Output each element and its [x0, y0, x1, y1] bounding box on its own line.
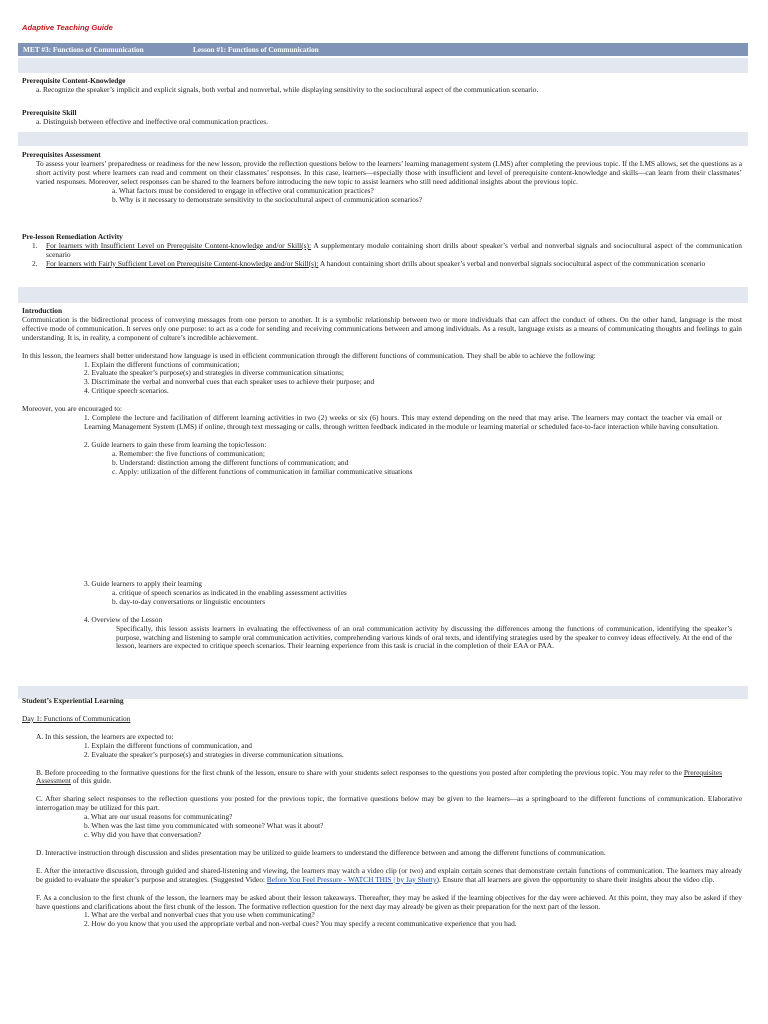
list-item: 2. Evaluate the speaker’s purpose(s) and strategies in diverse communication situations. — [84, 749, 344, 759]
item-text: of this guide. — [70, 776, 112, 786]
experiential-section — [22, 697, 742, 929]
section-band — [18, 58, 748, 73]
prereq-content-section — [22, 77, 742, 95]
introduction-continued — [22, 580, 742, 651]
suggested-video-link[interactable]: Before You Feel Pressure - WATCH THIS | by Jay Shetty — [266, 874, 437, 884]
list-item: a. Remember: the five functions of communication; — [112, 448, 265, 458]
paragraph: To assess your learners’ preparedness or readiness for the new lesson, provide the reflection questions below to the learners’ learning management system (LMS) after completing the previous topic. If the LMS allows, set the questions as a short activity post where learners can read and comment on their classmates’ responses. In this case, learners—especially those with insufficient and level of prerequisite content-knowledge and skills—can learn from their classmates’ varied responses. Moreover, select responses can be shared to the learners before introducing the new topic to assist learners who still need additional insights about the previous topic. — [36, 158, 742, 186]
list-item: a. Distinguish between effective and ineffective oral communication practices. — [36, 116, 269, 126]
section-heading: Prerequisite Skill — [22, 108, 77, 117]
list-item: 1. What are the verbal and nonverbal cues that you use when communicating? — [84, 910, 315, 920]
section-heading: Student’s Experiential Learning — [22, 696, 124, 705]
list-item: b. day-to-day conversations or linguistic encounters — [112, 596, 266, 606]
list-item — [22, 867, 742, 885]
list-item: b. When was the last time you communicated with someone? What was it about? — [84, 821, 324, 831]
guide-title: Adaptive Teaching Guide — [22, 23, 113, 32]
list-item: 2. Guide learners to gain these from learning the topic/lesson: — [84, 439, 267, 449]
day-heading: Day 1: Functions of Communication — [22, 713, 131, 723]
list-item: a. What are our usual reasons for communicating? — [84, 812, 233, 822]
introduction-section — [22, 307, 742, 477]
item-label: For learners with Insufficient Level on Prerequisite Content-knowledge and/or Skill(s): — [46, 240, 312, 250]
list-item: 2. How do you know that you used the appropriate verbal and non-verbal cues? You may specify a recent communicative experience that you had. — [84, 919, 517, 929]
lesson-header-bar — [18, 43, 748, 56]
item-text: B. Before proceeding to the formative questions for the first chunk of the lesson, ensure to share with your students select responses to the questions you posted after completing the previous topic. You may refer to the — [36, 767, 684, 777]
paragraph: Communication is the bidirectional process of conveying messages from one person to another. It is a symbolic relationship between two or more individuals that can affect the conduct of others. On the other hand, language is the most effective mode of communication. It serves only one purpose: to act as a code for sending and receiving communications between and among individuals. As a result, language exists as a means of communicating thoughts and feelings to gain understanding. It is, in reality, a component of culture’s incredible achievement. — [22, 314, 742, 342]
paragraph: Moreover, you are encouraged to: — [22, 404, 123, 414]
item-text: A supplementary module containing short drills about speaker’s verbal and nonverbal signals and sociocultural aspect of the communication scenario — [46, 240, 742, 259]
list-item: A. In this session, the learners are expected to: — [36, 731, 174, 741]
list-item: c. Why did you have that conversation? — [84, 829, 202, 839]
list-item: C. After sharing select responses to the reflection questions you posted for the previous topic, the formative questions below may be given to the learners—as a springboard to the different functions of communication. Elaborative interrogation may be utilized for this part. — [36, 794, 742, 813]
list-item: b. Understand: distinction among the different functions of communication; and — [112, 457, 349, 467]
list-item: D. Interactive instruction through discussion and slides presentation may be utilized to guide learners to understand the difference between and among the different functions of communication. — [36, 847, 606, 857]
item-number: 2. — [32, 258, 38, 268]
met-title: MET #3: Functions of Communication — [23, 45, 144, 54]
list-item: 3. Guide learners to apply their learning — [84, 579, 203, 588]
item-label: For learners with Fairly Sufficient Level on Prerequisite Content-knowledge and/or Skill(s): — [46, 258, 319, 268]
section-heading: Introduction — [22, 306, 63, 315]
remediation-section — [22, 233, 742, 269]
list-item: F. As a conclusion to the first chunk of the lesson, the learners may be asked about their lesson takeaways. Thereafter, they may be asked if the learning objectives for the day were achieved. At this point, they may also be asked if they have questions and clarifications about the first chunk of the lesson. The formative reflection question for the next day may already be given as their preparation for the next part of the lesson. — [36, 892, 742, 911]
sub-list — [22, 813, 742, 840]
sub-list — [22, 589, 742, 607]
prereq-assessment-link[interactable]: Prerequisites Assessment — [36, 767, 722, 786]
section-band — [18, 287, 748, 303]
list-item — [22, 242, 742, 260]
prereq-skill-section — [22, 109, 742, 127]
lesson-title: Lesson #1: Functions of Communication — [193, 45, 319, 54]
section-heading: Prerequisite Content-Knowledge — [22, 76, 126, 85]
sub-list — [22, 911, 742, 929]
sub-list — [22, 450, 742, 477]
list-item: a. Recognize the speaker’s implicit and explicit signals, both verbal and nonverbal, while displaying sensitivity to the sociocultural aspect of the communication scenario. — [36, 84, 539, 94]
list-item: 2. Evaluate the speaker’s purpose(s) and strategies in diverse communication situations; — [84, 368, 344, 378]
section-heading: Prerequisites Assessment — [22, 150, 101, 159]
list-item: 1. Complete the lecture and facilitation of different learning activities in two (2) weeks or six (6) hours. This may extend depending on the need that may arise. The learners may contact the teacher via email or Learning Management System (LMS) if online, through text messaging or calls, through written feedback indicated in the module or learning material or scheduled face-to-face interaction while having consultation. — [84, 413, 722, 431]
list-item — [22, 260, 742, 269]
list-item: b. Why is it necessary to demonstrate sensitivity to the sociocultural aspect of communication scenarios? — [112, 194, 422, 204]
list-item: a. What factors must be considered to engage in effective oral communication practices? — [112, 185, 374, 195]
paragraph: Specifically, this lesson assists learners in evaluating the effectiveness of an oral communication activity by discussing the differences among the functions of communication, identifying the speaker’s purpose, watching and listening to sample oral communication activities, comprehending various kinds of oral texts, and identifying strategies used by the speaker to convey ideas effectively. At the end of the lesson, learners are expected to critique speech scenarios. Their learning experience from this task is crucial in the completion of their EAA or PAA. — [116, 623, 732, 651]
sub-list — [22, 742, 742, 760]
item-text: ). Ensure that all learners are given the opportunity to share their insights about the video clip. — [436, 874, 715, 884]
section-heading: Pre-lesson Remediation Activity — [22, 232, 123, 241]
list-item: c. Apply: utilization of the different functions of communication in familiar communicative situations — [112, 466, 413, 476]
item-number: 1. — [32, 240, 38, 250]
list-item: 1. Explain the different functions of communication; — [84, 359, 240, 369]
item-text: A handout containing short drills about speaker’s verbal and nonverbal signals sociocultural aspect of the communication scenario — [318, 258, 706, 268]
list-item: 3. Discriminate the verbal and nonverbal cues that each speaker uses to achieve their purpose; and — [84, 377, 375, 387]
prereq-assessment-section — [22, 151, 742, 204]
objective-list — [22, 361, 742, 397]
item-text: E. After the interactive discussion, through guided and shared-listening and viewing, the learners may watch a video clip (or two) and explain certain scenes that demonstrate certain functions of communication. The learners may already be guided to evaluate the speaker’s purpose and strategies. (Suggested Video: — [36, 865, 742, 884]
list-item: 4. Overview of the Lesson — [84, 614, 163, 624]
list-item — [22, 769, 742, 787]
section-band — [18, 132, 748, 146]
list-item: 1. Explain the different functions of communication, and — [84, 740, 252, 750]
paragraph: In this lesson, the learners shall better understand how language is used in efficient communication through the different functions of communication. They shall be able to achieve the following: — [22, 350, 596, 360]
list-item: a. critique of speech scenarios as indicated in the enabling assessment activities — [112, 587, 347, 597]
list-item: 4. Critique speech scenarios. — [84, 386, 169, 396]
